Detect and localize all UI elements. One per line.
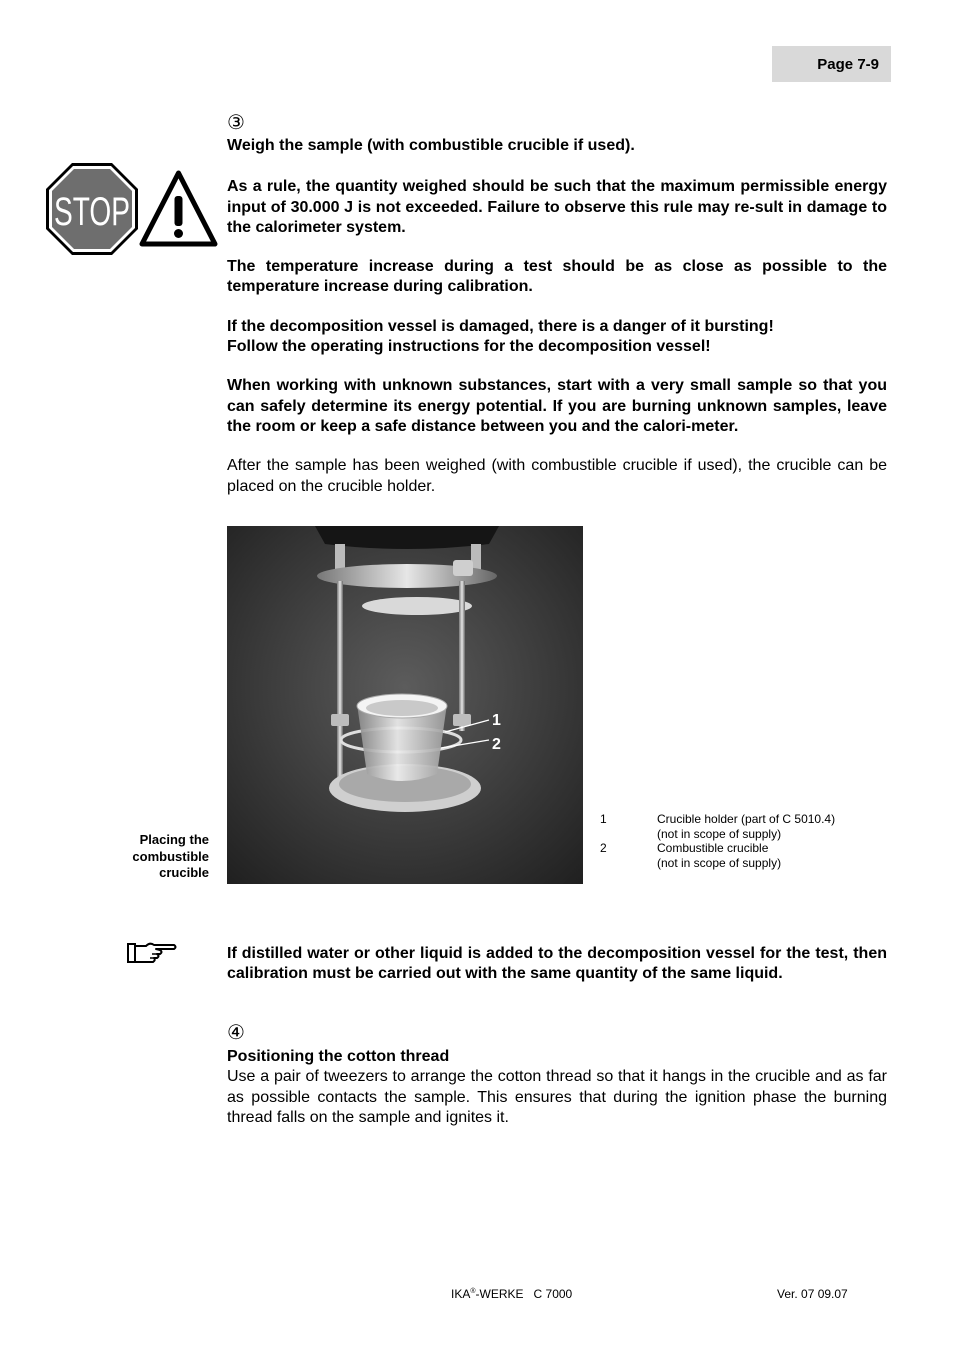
figure-caption-line3: crucible	[159, 865, 209, 880]
legend-item-note: (not in scope of supply)	[657, 826, 782, 841]
step-4-body: Use a pair of tweezers to arrange the cotton thread so that it hangs in the crucible and as far as possible contacts the sample. This ensures that during the ignition phase the burning thread falls on the sample and ignites it.	[227, 1068, 887, 1126]
callout-1: 1	[492, 712, 501, 729]
warning-burst-line1: If the decomposition vessel is damaged, there is a danger of it bursting!	[227, 317, 774, 335]
step-4-section	[227, 1047, 887, 1128]
footer-brand-prefix: IKA	[451, 1287, 471, 1301]
warning-burst-line2: Follow the operating instructions for the decomposition vessel!	[227, 338, 711, 356]
legend-item	[600, 812, 835, 841]
warning-triangle-icon	[139, 170, 218, 247]
legend-item-label: Combustible crucible	[657, 841, 769, 856]
footer-version: Ver. 07 09.07	[777, 1287, 848, 1301]
callout-2: 2	[492, 736, 501, 753]
step-3-heading: Weigh the sample (with combustible crucible if used).	[227, 137, 635, 154]
warning-unknown-substances: When working with unknown substances, start with a very small sample so that you can safely determine its energy potential. If you are burning unknown samples, leave the room or keep a safe distance between you and the calori-meter.	[227, 377, 887, 435]
warning-temperature: The temperature increase during a test should be as close as possible to the temperature increase during calibration.	[227, 258, 887, 296]
stop-sign-text: STOP	[54, 190, 130, 234]
legend-item-label: Crucible holder (part of C 5010.4)	[657, 812, 836, 826]
warning-energy-limit: As a rule, the quantity weighed should be such that the maximum permissible energy input of 30.000 J is not exceeded. Failure to observe this rule may re-sult in damage to the calorimeter system.	[227, 178, 887, 236]
step-3-section	[227, 136, 887, 497]
step-4-number: ④	[227, 1022, 245, 1044]
figure-caption-line2: combustible	[132, 848, 209, 864]
figure-caption-line1: Placing the	[139, 832, 209, 847]
note-section	[227, 944, 887, 985]
step-3-body: After the sample has been weighed (with combustible crucible if used), the crucible can be placed on the crucible holder.	[227, 457, 887, 495]
legend-item-number: 1	[600, 812, 607, 826]
footer-brand	[451, 1287, 572, 1301]
registered-mark: ®	[470, 1288, 476, 1295]
pointing-hand-icon	[126, 940, 178, 966]
step-4-heading: Positioning the cotton thread	[227, 1048, 450, 1065]
page-number-badge	[772, 46, 891, 82]
crucible-holder-photo	[227, 526, 583, 884]
page-number-label: Page 7-9	[817, 55, 879, 73]
stop-sign-icon	[45, 162, 139, 256]
legend-item-number: 2	[600, 841, 607, 856]
legend-item-note: (not in scope of supply)	[657, 856, 782, 871]
figure-caption	[100, 832, 209, 882]
figure-legend	[600, 812, 835, 871]
step-3-number: ③	[227, 112, 245, 134]
legend-item	[600, 841, 835, 870]
note-text: If distilled water or other liquid is added to the decomposition vessel for the test, then calibration must be carried out with the same quantity of the same liquid.	[227, 945, 887, 983]
footer-brand-suffix: -WERKE C 7000	[475, 1287, 573, 1301]
